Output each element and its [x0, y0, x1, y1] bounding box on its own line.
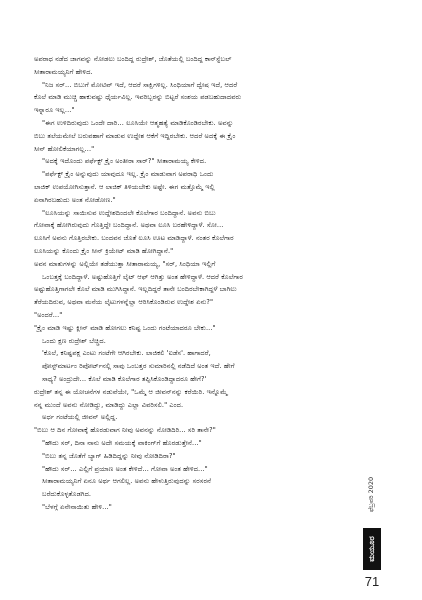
text-line: ರುದ್ರೇಶ್ ತನ್ನ ಈ ಯೋಚನೆಗಳ ನಡುವೆಯೇ, "ಒಮ್ಮೆ ಆ ಜೀವನ್‌ನನ್ನು ಕರೆಯಿರಿ. ಇನ್ನೊಮ್ಮೆ [34, 387, 228, 396]
story-text [34, 53, 360, 514]
text-line: "ಲೂಸಿಯನ್ನು ಸಾಯಿಸುವ ಉದ್ದೇಶದಿಂದಲೇ ಕೊಲೆಗಾರ ಬಂದಿದ್ದಾನೆ. ಅವನು ಬಿಬು [42, 208, 216, 217]
text-line: "ಹೌದು ಸರ್... ಎಲ್ಲಿಗೆ ಪ್ರಯಾಣ ಅಂತ ಕೇಳಿದೆ... ಗೋವಾ ಅಂತ ಹೇಳಿದ..." [42, 464, 208, 473]
text-line: ಲಾಜಿಕ್ ಉಪಯೋಗಿಸುತ್ತಾನೆ. ಆ ಲಾಜಿಕ್ ತಿಳಿಯಬೇಕು ಅಷ್ಟೇ. ಈಗ ಮತ್ತೊಮ್ಮೆ ಇಲ್ಲಿ [34, 182, 215, 191]
text-line: "ಬಿಬು ತನ್ನ ಜೊತೆಗೆ ಬ್ಯಾಗ್ ಹಿಡಿದಿದ್ದನ್ನು ನೀವು ನೋಡಿದಿರಾ?" [42, 451, 176, 460]
issue-date [363, 462, 381, 526]
text-line: "ಅದಕ್ಕೆ ಇದೊಂದು ಪರ್ಫೆಕ್ಟ್ ಕ್ರೈಂ ಅಂತೀರಾ ಸಾರ್?" ಸೀತಾರಾಮಯ್ಯ ಕೇಳಿದ. [42, 157, 207, 166]
text-line: ಒಂದು ಕ್ಷಣ ರುದ್ರೇಶ್ ಬೆಚ್ಚಿದ. [42, 336, 106, 345]
text-line: ಅರ್ಧ ಗಂಟೆಯಲ್ಲಿ ಜೀವನ್ ಅಲ್ಲಿದ್ದ. [42, 413, 118, 422]
text-line: "ಕ್ರೈಂ ಮಾಡಿ ಇಷ್ಟು ಕ್ಲೀನ್ ಮಾಡಿ ಹೋಗಲು ಕನಿಷ್ಟ ಒಂದು ಗಂಟೆಯಾದರೂ ಬೇಕು..." [34, 323, 216, 332]
text-line: ಅಪರಾಧ ನಡೆದ ಜಾಗವನ್ನು ನೋಡಲು ಬಂದಿದ್ದ ರುದ್ರೇಶ್, ಜೊತೆಯಲ್ಲಿ ಬಂದಿದ್ದ ಕಾನ್‌ಸ್ಟೆಬಲ್ [34, 55, 232, 63]
text-line: ಸೀತಾರಾಮಯ್ಯನಿಗೆ ಏನೂ ಅರ್ಥ ಆಗಲಿಲ್ಲ. ಅವನು ಹೇಳುತ್ತಿರುವುದನ್ನು ಸರಸರನೆ [42, 477, 212, 486]
text-line: ತೆರೆಯದಿರುವ, ಅಥವಾ ಮನೆಯ ಲೈಟುಗಳನ್ನೆಲ್ಲಾ ಆರಿಸಿಕೊಂಡಿರುವ ಉದ್ದೇಶ ಏನು?" [34, 298, 214, 307]
text-line: ಸೀತಾರಾಮಯ್ಯನಿಗೆ ಹೇಳಿದ. [34, 67, 93, 76]
text-line: ಸಾಧ್ಯ? ಅಂದ್ರುದೇ... ಕೊಲೆ ಮಾಡಿ ಕೊಲೆಗಾರ ತಪ್ಪಿಸಿಕೊಂಡಿದ್ದಾದರೂ ಹೇಗೆ?' [42, 374, 207, 383]
text-line: ನನ್ನ ಮುಂದೆ ಅವನು ನೋಡಿದ್ದು, ಮಾಡಿದ್ದು ಎಲ್ಲಾ ವಿವರಿಸಲಿ." ಎಂದ. [34, 400, 184, 409]
magazine-logo [363, 528, 381, 570]
text-line: ಬರೆದುಕೊಳ್ಳತೊಡಗಿದ. [42, 490, 92, 499]
text-line: "ಹೌದು ಸರ್, ದಿನಾ ನಾನು ಅದೇ ಸಮಯಕ್ಕೆ ವಾಕಿಂಗ್‌ಗೆ ಹೊರಡುತ್ತೇನೆ..." [42, 438, 202, 447]
magazine-name: ಮಯೂರ [367, 536, 377, 562]
text-line: ಪೋಸ್ಟ್‌ಮಾರ್ಟಂ ರಿಪೋರ್ಟ್‌ನಲ್ಲಿ ಸಾವು ಒಂಬತ್ತರ ಸುಮಾರಿನಲ್ಲಿ ನಡೆದಿದೆ ಅಂತ ಇದೆ. ಹೇಗೆ [42, 362, 235, 371]
issue-date-label: ಫೆಬ್ರವರಿ 2020 [367, 476, 376, 512]
text-line: "ಬಿಬು ಆ ದಿನ ಗೋವಾಕ್ಕೆ ಹೊರಡುವಾಗ ನೀವು ಅವನನ್ನು ನೋಡಿದಿರಿ... ಸರಿ ತಾನೇ?" [34, 426, 216, 435]
text-line: "ಈಗ ಉಳಿದಿರುವುದು ಒಂದೇ ದಾರಿ... ಲೂಸಿಯೇ ಆತ್ಮಹತ್ಯೆ ಮಾಡಿಕೊಂಡಿರಬೇಕು. ಅವನ್ನು [42, 118, 234, 127]
text-line: ಗೋವಾಕ್ಕೆ ಹೋಗಿರುವುದು ಗೊತ್ತಿದ್ದೇ ಬಂದಿದ್ದಾನೆ. ಅಥವಾ ಲೂಸಿ ಬರಹೇಳಿದ್ದಾಳೆ. ಸೋ... [34, 221, 224, 230]
text-line: ಬಿಬು ತಲೆಯಮೇಲೆ ಬರುವಹಾಗೆ ಮಾಡುವ ಉದ್ದೇಶ ಆಕೆಗೆ ಇದ್ದಿರಬೇಕು. ಆದರೆ ಅದಕ್ಕೆ ಈ ಕ್ರೈಂ [34, 131, 236, 140]
text-line: ಇನ್ನಾರೂ ಇಲ್ಲ..." [34, 106, 75, 115]
page-number: 71 [364, 574, 380, 589]
text-line: ಒಂಬತ್ತಕ್ಕೆ ಬಂದಿದ್ದಾಳೆ. ಅಷ್ಟುಹೊತ್ತಿಗೆ ಲೈಟ್ ಆಫ್ ಆಗಿತ್ತು ಅಂತ ಹೇಳಿದ್ದಾಳೆ. ಆದರೆ ಕೊಲೆಗಾರ [42, 272, 243, 281]
text-line: ಅವನ ಮಾತುಗಳನ್ನು ಅಲ್ಲಿಯೇ ತಡೆಯುತ್ತಾ ಸೀತಾರಾಮಯ್ಯ, "ಸರ್, ಸಿಂಧಿಯಾ ಇಲ್ಲಿಗೆ [34, 259, 216, 268]
text-line: "ಪರ್ಫೆಕ್ಟ್ ಕ್ರೈಂ ಅನ್ನುವುದು ಯಾವುದೂ ಇಲ್ಲ. ಕ್ರೈಂ ಮಾಡುವಾಗ ಅಪರಾಧಿ ಒಂದು [42, 170, 214, 179]
text-line: 'ಕೊಲೆ, ಕನಿಷ್ಟಪಕ್ಷ ಎಂಟು ಗಂಟೆಗೇ ಆಗಿರಬೇಕು. ಲಾಜಿಕಲಿ 'ಐಡೆಸ'. ಹಾಗಾದರೆ, [42, 349, 211, 358]
text-line: "ಅಂದರೆ..." [34, 310, 63, 319]
text-line: "ಬೆಳಗ್ಗೆ ಏನೇನಾಯಿತು ಹೇಳಿ..." [42, 502, 112, 511]
text-line: ಲೂಸಿಯನ್ನು ಕೊಂದು ಕ್ರೈಂ ಸೀನ್ ಕ್ರಿಯೇಟ್ ಮಾಡಿ ಹೋಗಿದ್ದಾನೆ." [34, 246, 174, 255]
text-line: ಲೂಸಿಗೆ ಅವನು ಗೊತ್ತಿರಬೇಕು. ಬಂದವನ ಜೊತೆ ಲೂಸಿ ಊಟ ಮಾಡಿದ್ದಾಳೆ. ನಂತರ ಕೊಲೆಗಾರ [34, 234, 234, 243]
text-line: ಅಷ್ಟುಹೊತ್ತಿಗಾಗಲೇ ಕೊಲೆ ಮಾಡಿ ಮುಗಿಸಿದ್ದಾನೆ. ಇಲ್ಲದಿದ್ದರೆ ತಾನೇ ಬಂದಿರಬೇಕಾಗಿದ್ದಳೆ ಬಾಗಿಲು [34, 285, 237, 294]
text-line: ಸೀನ್ ಹೋಲಿಕೆಯಾಗಲ್ಲ..." [34, 144, 95, 153]
text-line: "ನಿಜ ಸರ್... ಬಿಬುಗೆ ಮೋಟಿವ್ ಇದೆ, ಆದರೆ ಸಾಕ್ಷಿಗಳಿಲ್ಲ. ಸಿಂಧಿಯಾಗೆ ದ್ವೇಷ ಇದೆ, ಆದರೆ [42, 80, 238, 89]
text-line: ಏನಾಗಿರಬಹುದು ಅಂತ ನೋಡೋಣ." [34, 195, 116, 204]
text-line: ಕೊಲೆ ಮಾಡಿ ಮುಚ್ಚಿ ಹಾಕುವಷ್ಟು ಧೈರ್ಯವಿಲ್ಲ. ಇವರಿಬ್ಬರನ್ನು ಬಿಟ್ಟರೆ ಸಂಶಯ ಪಡಬಹುದಾದವರು [34, 93, 242, 102]
magazine-sidebar [363, 528, 381, 570]
